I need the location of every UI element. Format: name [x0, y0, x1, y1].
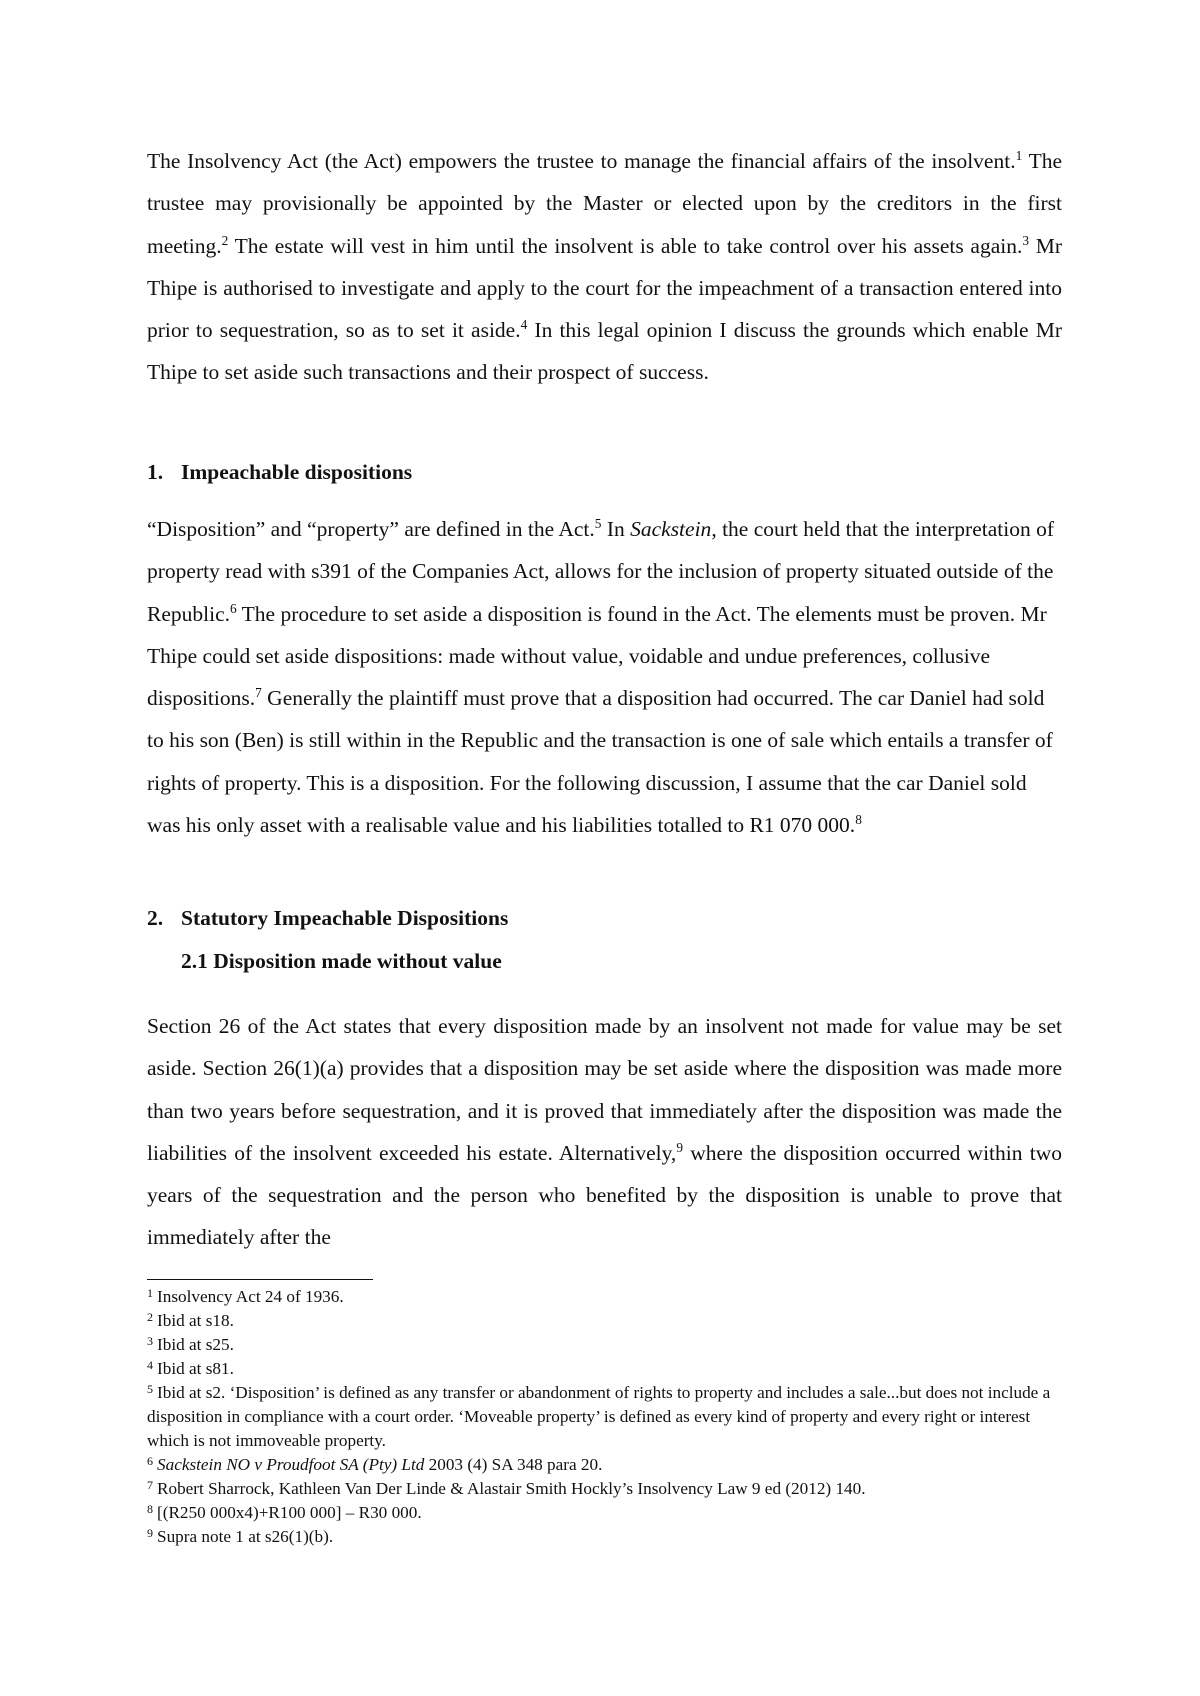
- footnote-9: [147, 1525, 1062, 1549]
- disposition-text-1: “Disposition” and “property” are defined in the Act.: [147, 517, 595, 541]
- footnote-text: Supra note 1 at s26(1)(b).: [157, 1527, 334, 1546]
- footnote-text: Ibid at s2. ‘Disposition’ is defined as any transfer or abandonment of rights to property and includes a sale...but does not include a disposition in compliance with a court order. ‘Moveable property’ is defined as every kind of property and every right or interest which is not immoveable property.: [147, 1383, 1051, 1450]
- disposition-text-2: In: [601, 517, 631, 541]
- footnote-number: 9: [147, 1525, 154, 1540]
- footnote-text: Robert Sharrock, Kathleen Van Der Linde & Alastair Smith Hockly’s Insolvency Law 9 ed (2012) 140.: [157, 1479, 866, 1498]
- footnote-ref-9[interactable]: 9: [676, 1139, 683, 1155]
- footnote-number: 2: [147, 1309, 154, 1324]
- footnote-text: Ibid at s18.: [157, 1311, 234, 1330]
- footnote-number: 8: [147, 1501, 154, 1516]
- footnote-ref-7[interactable]: 7: [255, 685, 262, 701]
- footnote-ref-1[interactable]: 1: [1015, 148, 1023, 164]
- disposition-text-5: Generally the plaintiff must prove that a disposition had occurred. The car Daniel had sold to his son (Ben) is still within in the Republic and the transaction is one of sale which entails a transfer of rights of property. This is a disposition. For the following discussion, I assume that the car Daniel sold was his only asset with a realisable value and his liabilities totalled to R1 070 000.: [147, 686, 1053, 838]
- intro-text-1: The Insolvency Act (the Act) empowers the trustee to manage the financial affairs of the insolvent.: [147, 149, 1016, 173]
- section-26-text-1: Section 26 of the Act states that every disposition made by an insolvent not made for value may be set aside. Section 26(1)(a) provides that a disposition may be set aside where the disposition was made more than two years before sequestration, and it is proved that immediately after the disposition was made the liabilities of the insolvent exceeded his estate. Alternatively,: [147, 1014, 1062, 1165]
- section-26-text-2: where the disposition occurred within two years of the sequestration and the person who benefited by the disposition is unable to prove that immediately after the: [147, 1140, 1062, 1250]
- footnote-number: 6: [147, 1453, 154, 1468]
- section-2-title: Statutory Impeachable Dispositions: [181, 906, 509, 930]
- footnote-4: [147, 1357, 1062, 1381]
- section-2-heading: [147, 904, 508, 932]
- case-name-sackstein: Sackstein: [630, 517, 712, 541]
- footnote-8: [147, 1501, 1062, 1525]
- footnote-text: Insolvency Act 24 of 1936.: [157, 1287, 344, 1306]
- intro-text-5: In this legal opinion I discuss the grounds which enable Mr Thipe to set aside such transactions and their prospect of success.: [147, 318, 1062, 385]
- footnote-text: Ibid at s81.: [157, 1359, 234, 1378]
- subsection-2-1-heading: 2.1 Disposition made without value: [181, 949, 502, 973]
- footnote-number: 1: [147, 1285, 154, 1300]
- intro-text-4: Mr Thipe is authorised to investigate and apply to the court for the impeachment of a transaction entered into prior to sequestration, so as to set it aside.: [147, 233, 1062, 343]
- disposition-text-4: The procedure to set aside a disposition is found in the Act. The elements must be proven. Mr Thipe could set aside dispositions: made without value, voidable and undue preferences, collusive dispositions.: [147, 601, 1047, 711]
- footnote-1: [147, 1285, 1062, 1309]
- footnote-ref-2[interactable]: 2: [221, 232, 229, 248]
- footnote-text: 2003 (4) SA 348 para 20.: [424, 1455, 603, 1474]
- intro-paragraph: [147, 140, 1062, 394]
- footnote-ref-4[interactable]: 4: [520, 317, 528, 333]
- footnote-number: 7: [147, 1477, 154, 1492]
- section-26-paragraph: [147, 1005, 1062, 1259]
- footnote-case-name: Sackstein NO v Proudfoot SA (Pty) Ltd: [157, 1455, 425, 1474]
- footnote-ref-3[interactable]: 3: [1022, 232, 1030, 248]
- footnote-number: 4: [147, 1357, 154, 1372]
- footnote-2: [147, 1309, 1062, 1333]
- intro-text-2: The trustee may provisionally be appointed by the Master or elected upon by the creditors in the first meeting.: [147, 149, 1062, 258]
- footnote-7: [147, 1477, 1062, 1501]
- footnote-text: Ibid at s25.: [157, 1335, 234, 1354]
- footnote-ref-5[interactable]: 5: [594, 516, 602, 532]
- footnote-number: 5: [147, 1381, 154, 1396]
- disposition-paragraph: [147, 508, 1062, 846]
- footnote-6: [147, 1453, 1062, 1477]
- footnote-ref-8[interactable]: 8: [855, 812, 862, 828]
- footnote-separator: [147, 1279, 373, 1280]
- section-1-number: 1.: [147, 460, 164, 484]
- intro-text-3: The estate will vest in him until the insolvent is able to take control over his assets again.: [228, 233, 1023, 258]
- footnote-ref-6[interactable]: 6: [230, 600, 237, 616]
- footnote-5: [147, 1381, 1062, 1453]
- footnotes: [147, 1285, 1062, 1549]
- section-2-number: 2.: [147, 906, 164, 930]
- section-1-title: Impeachable dispositions: [181, 460, 413, 484]
- footnote-number: 3: [147, 1333, 154, 1348]
- section-1-heading: [147, 458, 412, 486]
- footnote-text: [(R250 000x4)+R100 000] – R30 000.: [157, 1503, 422, 1522]
- disposition-text-3: , the court held that the interpretation of property read with s391 of the Companies Act, allows for the inclusion of property situated outside of the Republic.: [147, 517, 1055, 626]
- footnote-3: [147, 1333, 1062, 1357]
